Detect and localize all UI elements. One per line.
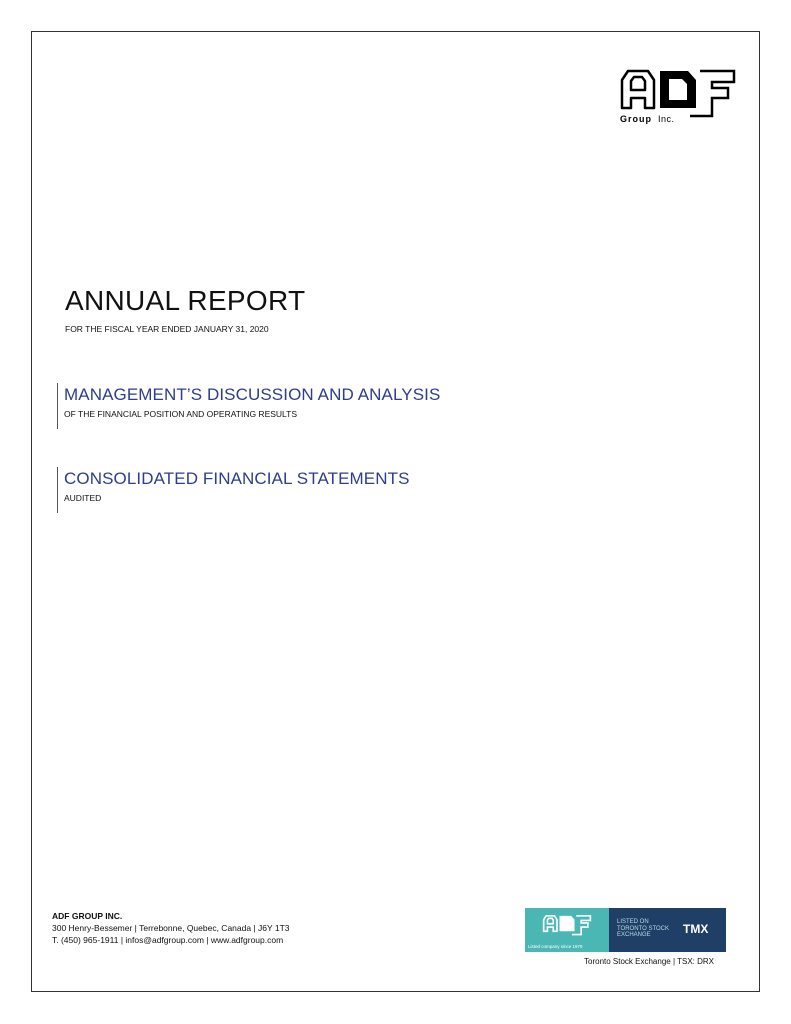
badge-left-panel <box>525 908 609 952</box>
badge-listed-text: LISTED ON TORONTO STOCK EXCHANGE <box>617 919 670 938</box>
tsx-listing-badge <box>525 908 726 952</box>
section-subheading: AUDITED <box>64 493 102 503</box>
adf-logo-small-icon <box>542 913 592 937</box>
section-heading: MANAGEMENT’S DISCUSSION AND ANALYSIS <box>64 385 441 404</box>
exchange-line: Toronto Stock Exchange | TSX: DRX <box>584 957 714 966</box>
section-subheading: OF THE FINANCIAL POSITION AND OPERATING RESULTS <box>64 409 297 419</box>
tmx-logo: TMX <box>683 922 709 936</box>
report-subtitle: FOR THE FISCAL YEAR ENDED JANUARY 31, 2020 <box>65 324 269 334</box>
section-financial-statements <box>57 467 410 513</box>
company-contact: T. (450) 965-1911 | infos@adfgroup.com | www.adfgroup.com <box>52 935 284 945</box>
logo-group-label: Group <box>620 114 652 124</box>
company-info <box>52 910 290 946</box>
company-name: ADF GROUP INC. <box>52 911 123 921</box>
section-mdna <box>57 383 440 429</box>
adf-logo-icon <box>618 68 738 118</box>
logo-group-text <box>620 114 675 124</box>
section-heading: CONSOLIDATED FINANCIAL STATEMENTS <box>64 469 410 488</box>
company-address: 300 Henry-Bessemer | Terrebonne, Quebec, Canada | J6Y 1T3 <box>52 923 290 933</box>
badge-right-panel <box>609 908 726 952</box>
badge-caption: Listed company since 1979 <box>528 944 583 949</box>
report-title: ANNUAL REPORT <box>65 285 306 316</box>
logo-inc-label: Inc. <box>658 114 675 124</box>
